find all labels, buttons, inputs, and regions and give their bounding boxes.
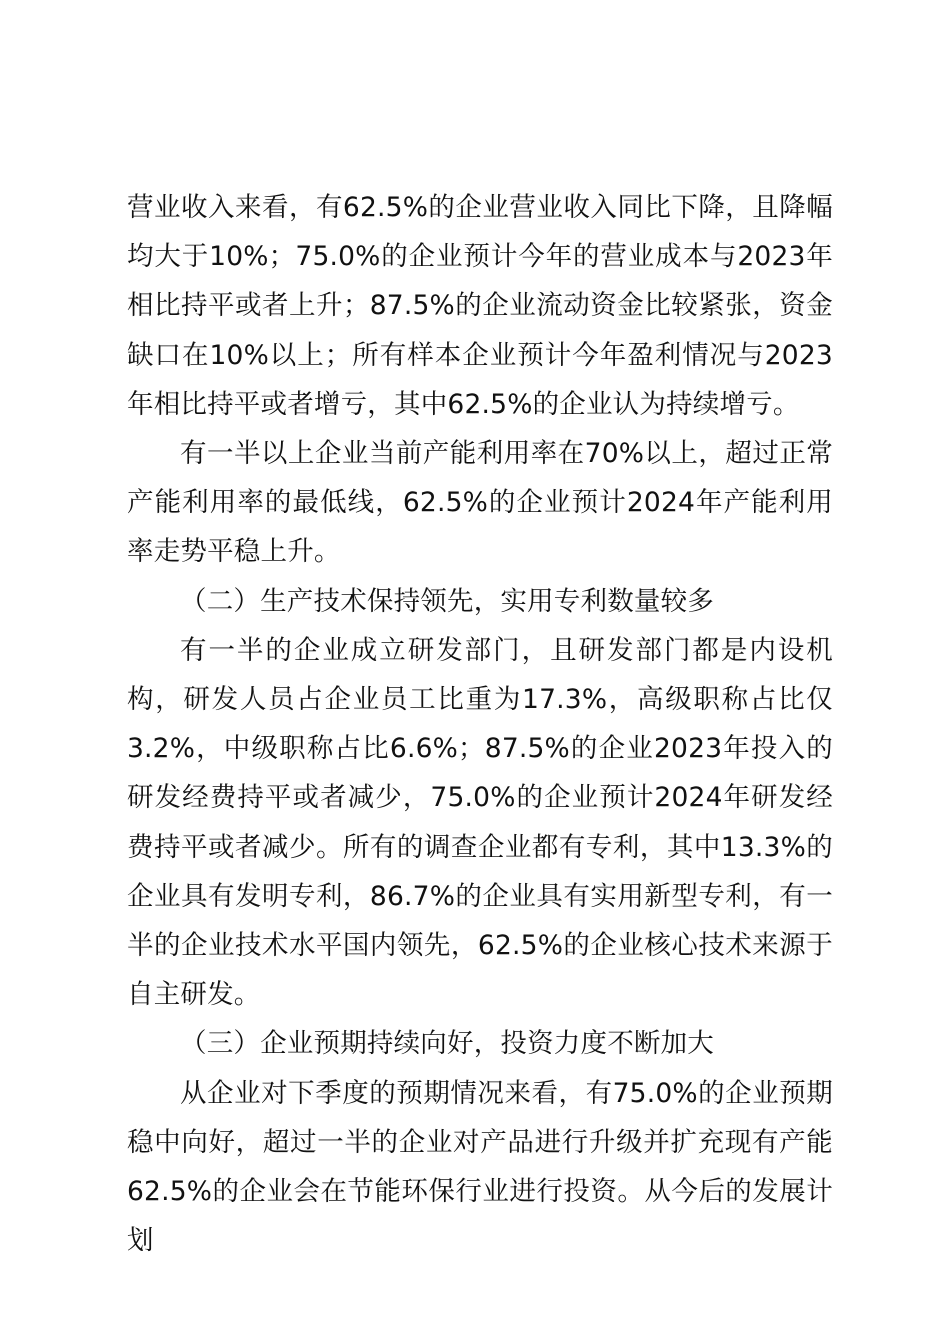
paragraph-investment-outlook: 从企业对下季度的预期情况来看，有75.0%的企业预期稳中向好，超过一半的企业对产品进行升级并扩充现有产能62.5%的企业会在节能环保行业进行投资。从今后的发展计划 — [127, 1077, 833, 1257]
paragraph-research-patents: 有一半的企业成立研发部门，且研发部门都是内设机构，研发人员占企业员工比重为17.3%，高级职称占比仅3.2%，中级职称占比6.6%；87.5%的企业2023年投入的研发经费持平或者减少，75.0%的企业预计2024年研发经费持平或者减少。所有的调查企业都有专利，其中13.3%的企业具有发明专利，86.7%的企业具有实用新型专利，有一半的企业技术水平国内领先，62.5%的企业核心技术来源于自主研发。 — [127, 634, 833, 1011]
document-body — [127, 183, 833, 1265]
section-heading-expectations: （三）企业预期持续向好，投资力度不断加大 — [180, 1028, 714, 1060]
paragraph-capacity-utilization: 有一半以上企业当前产能利用率在70%以上，超过正常产能利用率的最低线，62.5%的企业预计2024年产能利用率走势平稳上升。 — [127, 438, 833, 568]
paragraph-revenue-cost-profit: 营业收入来看，有62.5%的企业营业收入同比下降，且降幅均大于10%；75.0%的企业预计今年的营业成本与2023年相比持平或者上升；87.5%的企业流动资金比较紧张，资金缺口在10%以上；所有样本企业预计今年盈利情况与2023年相比持平或者增亏，其中62.5%的企业认为持续增亏。 — [127, 192, 833, 420]
section-heading-technology: （二）生产技术保持领先，实用专利数量较多 — [180, 585, 714, 617]
